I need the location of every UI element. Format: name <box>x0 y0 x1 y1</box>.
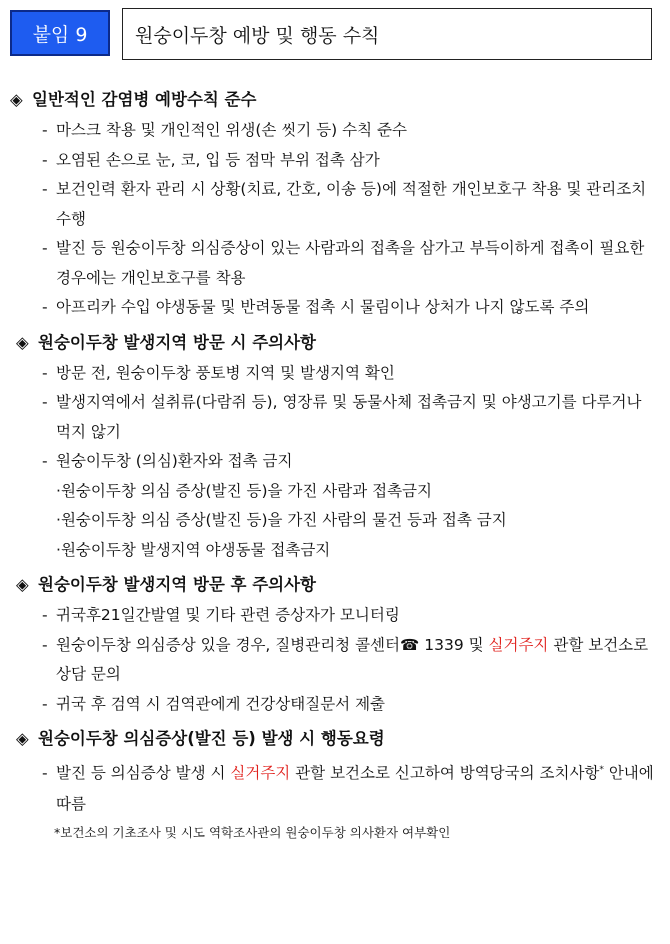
sub-list-item: ·원숭이두창 의심 증상(발진 등)을 가진 사람과 접촉금지 <box>56 481 433 500</box>
list-item: - 발생지역에서 설취류(다람쥐 등), 영장류 및 동물사체 접촉금지 및 야생고기를 다루거나 먹지 않기 <box>42 393 642 441</box>
list-item: - 오염된 손으로 눈, 코, 입 등 점막 부위 접촉 삼가 <box>42 150 380 169</box>
list-item: - 발진 등 원숭이두창 의심증상이 있는 사람과의 접촉을 삼가고 부득이하게 접촉이 필요한 경우에는 개인보호구를 착용 <box>42 239 645 287</box>
attachment-tag: 붙임 9 <box>10 10 110 56</box>
list-item: - 마스크 착용 및 개인적인 위생(손 씻기 등) 수칙 준수 <box>42 121 407 139</box>
list-item: - 귀국후21일간발열 및 기타 관련 증상자가 모니터링 <box>42 606 400 624</box>
dot-bullet-icon: · <box>56 540 61 559</box>
section-heading: ◈ 원숭이두창 의심증상(발진 등) 발생 시 행동요령 <box>10 723 658 755</box>
diamond-bullet-icon: ◈ <box>16 575 29 594</box>
highlight-text: 실거주지 <box>488 635 549 654</box>
sub-list-item: ·원숭이두창 의심 증상(발진 등)을 가진 사람의 물건 등과 접촉 금지 <box>56 511 507 529</box>
dot-bullet-icon: · <box>56 511 61 529</box>
diamond-bullet-icon: ◈ <box>10 90 23 109</box>
section-visit-precautions <box>10 327 658 566</box>
section-general-prevention <box>10 84 658 323</box>
document-body <box>10 80 658 844</box>
list-item: - 방문 전, 원숭이두창 풍토병 지역 및 발생지역 확인 <box>42 363 395 382</box>
footnote: *보건소의 기초조사 및 시도 역학조사관의 원숭이두창 의사환자 여부확인 <box>54 825 451 841</box>
list-item: - 원숭이두창 의심증상 있을 경우, 질병관리청 콜센터☎ 1339 및 실거주지 관할 보건소로 상담 문의 <box>42 635 649 683</box>
dot-bullet-icon: · <box>56 481 61 500</box>
document-title: 원숭이두창 예방 및 행동 수칙 <box>122 8 652 60</box>
diamond-bullet-icon: ◈ <box>16 729 29 748</box>
section-symptom-response <box>10 723 658 844</box>
document-header <box>10 8 652 60</box>
list-item: - 발진 등 의심증상 발생 시 실거주지 관할 보건소로 신고하여 방역당국의 조치사항* 안내에 따름 <box>42 764 654 814</box>
sub-list-item: ·원숭이두창 발생지역 야생동물 접촉금지 <box>56 540 331 559</box>
section-heading: ◈ 원숭이두창 발생지역 방문 시 주의사항 <box>10 327 658 359</box>
diamond-bullet-icon: ◈ <box>16 332 29 352</box>
list-item: - 원숭이두창 (의심)환자와 접촉 금지 <box>42 452 293 470</box>
section-after-visit <box>10 569 658 719</box>
section-heading: ◈ 원숭이두창 발생지역 방문 후 주의사항 <box>10 569 658 601</box>
list-item: - 보건인력 환자 관리 시 상황(치료, 간호, 이송 등)에 적절한 개인보호구 착용 및 관리조치 수행 <box>42 180 647 228</box>
highlight-text: 실거주지 <box>230 764 291 783</box>
list-item: - 귀국 후 검역 시 검역관에게 건강상태질문서 제출 <box>42 694 386 713</box>
list-item: - 아프리카 수입 야생동물 및 반려동물 접촉 시 물림이나 상처가 나지 않도록 주의 <box>42 298 590 316</box>
section-heading: ◈ 일반적인 감염병 예방수칙 준수 <box>10 84 658 116</box>
